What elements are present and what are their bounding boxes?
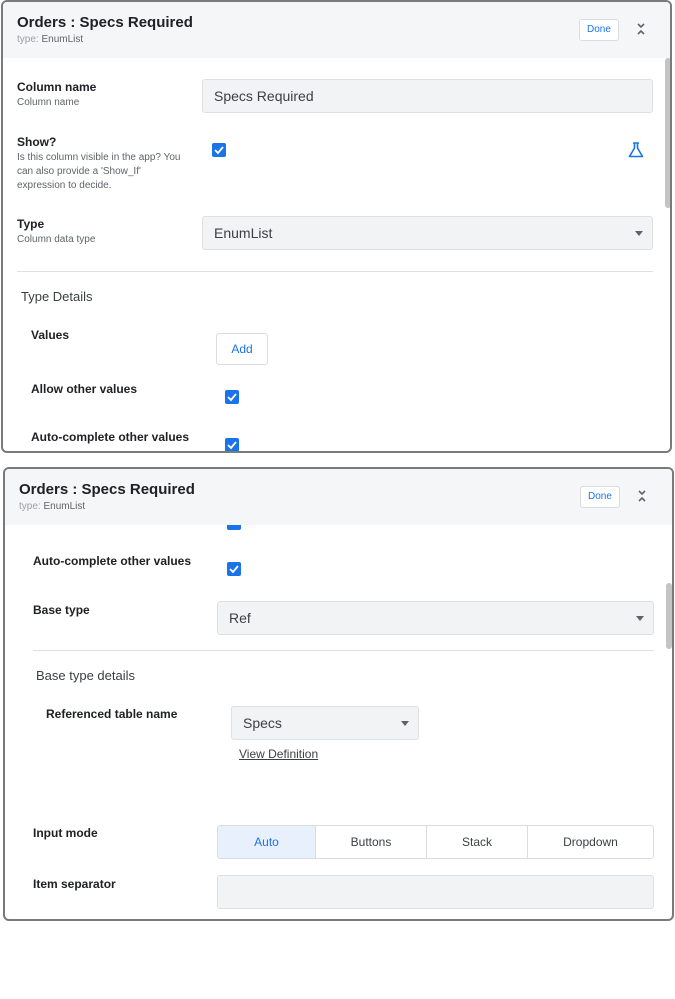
autocomplete-other-values-checkbox[interactable]: [225, 438, 239, 452]
panel-title: Orders : Specs Required: [19, 481, 195, 498]
referenced-table-select[interactable]: [231, 706, 419, 740]
check-icon: [228, 563, 240, 575]
column-name-label: Column name: [17, 80, 97, 94]
done-button[interactable]: Done: [579, 19, 619, 41]
allow-other-values-label: Allow other values: [31, 382, 138, 396]
check-icon: [226, 391, 238, 403]
referenced-table-value: Specs: [243, 715, 282, 731]
show-description: Is this column visible in the app? You can also provide a 'Show_If' expression to decide.: [17, 152, 181, 191]
type-select[interactable]: [202, 216, 653, 250]
column-name-description: Column name: [17, 97, 80, 108]
type-description: Column data type: [17, 234, 96, 245]
type-value: EnumList: [43, 501, 86, 512]
values-label: Values: [31, 328, 70, 342]
input-mode-buttons[interactable]: Buttons: [315, 826, 426, 858]
type-key: type:: [17, 34, 39, 45]
autocomplete-other-values-checkbox[interactable]: [227, 562, 241, 576]
type-key: type:: [19, 501, 41, 512]
panel-subtitle: [19, 501, 85, 512]
type-label: Type: [17, 217, 45, 231]
add-value-button[interactable]: Add: [216, 333, 268, 365]
autocomplete-other-values-label: Auto-complete other values: [33, 554, 192, 568]
type-value: EnumList: [41, 34, 84, 45]
allow-other-values-checkbox[interactable]: [225, 390, 239, 404]
scrollbar[interactable]: [665, 58, 671, 208]
flask-icon[interactable]: [627, 141, 645, 159]
item-separator-input[interactable]: [217, 875, 654, 909]
check-icon: [226, 439, 238, 451]
column-editor-panel: [1, 0, 672, 453]
input-mode-stack[interactable]: Stack: [426, 826, 527, 858]
input-mode-label: Input mode: [33, 826, 98, 840]
collapse-icon[interactable]: [636, 489, 648, 503]
show-label: Show?: [17, 135, 57, 149]
chevron-down-icon: [401, 721, 409, 726]
input-mode-segmented-control: [217, 825, 654, 859]
panel-title: Orders : Specs Required: [17, 14, 193, 31]
check-icon: [213, 144, 225, 156]
input-mode-dropdown[interactable]: Dropdown: [527, 826, 653, 858]
base-type-label: Base type: [33, 603, 90, 617]
type-select-value: EnumList: [214, 225, 273, 241]
scrollbar[interactable]: [666, 583, 672, 649]
collapse-icon[interactable]: [635, 22, 647, 36]
checkbox-partial[interactable]: [227, 525, 241, 530]
column-name-input[interactable]: Specs Required: [202, 79, 653, 113]
base-type-select-value: Ref: [229, 610, 251, 626]
panel-subtitle: [17, 34, 83, 45]
type-details-title: Type Details: [21, 289, 93, 304]
view-definition-link[interactable]: View Definition: [239, 747, 319, 761]
base-type-select[interactable]: [217, 601, 654, 635]
divider: [17, 271, 653, 272]
done-button[interactable]: Done: [580, 486, 620, 508]
input-mode-auto[interactable]: Auto: [218, 826, 315, 858]
chevron-down-icon: [636, 616, 644, 621]
panel-header: [3, 2, 670, 58]
chevron-down-icon: [635, 231, 643, 236]
referenced-table-label: Referenced table name: [46, 707, 178, 721]
column-editor-panel-scrolled: [3, 467, 674, 921]
autocomplete-other-values-label: Auto-complete other values: [31, 430, 190, 444]
divider: [33, 650, 654, 651]
item-separator-label: Item separator: [33, 877, 116, 891]
show-checkbox[interactable]: [212, 143, 226, 157]
panel-header: [5, 469, 672, 525]
base-type-details-title: Base type details: [36, 668, 136, 683]
